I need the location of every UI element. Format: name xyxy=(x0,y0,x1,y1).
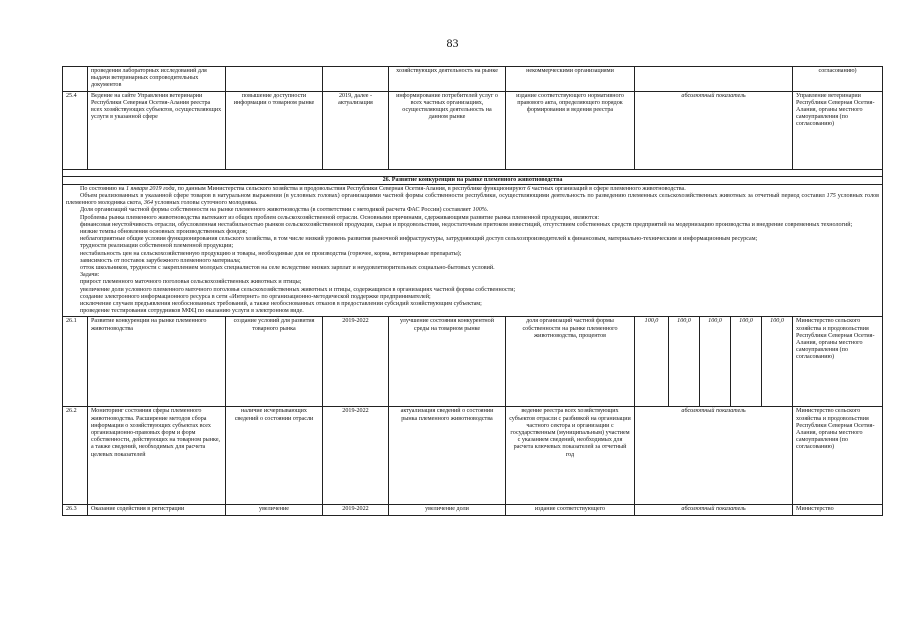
term-cell: 2019, далее - актуализация xyxy=(323,91,389,169)
paragraph: низкие темпы обновления основных производственных фондов; xyxy=(80,229,248,236)
paragraph: зависимость от поставок зарубежного племенного материала; xyxy=(80,257,241,264)
measure-cell: Оказание содействия в регистрации xyxy=(88,505,226,515)
executor-cell: Министерство xyxy=(793,505,883,515)
row-number: 25.4 xyxy=(63,91,88,169)
section-spacer-row xyxy=(63,169,883,176)
result-cell: наличие исчерпывающих сведений о состоянии отрасли xyxy=(226,407,323,505)
value-cell: абсолютный показатель xyxy=(635,407,793,505)
effect-cell: информирование потребителей услуг о всех частных организациях, осуществляющих деятельность на данном рынке xyxy=(389,91,506,169)
paragraph: Доля организаций частной формы собственности на рынке племенного животноводства (в соответствии с методикой расчета ФАС России) составляет 100%. xyxy=(80,207,489,214)
table-row xyxy=(63,91,883,169)
row-number: 26.1 xyxy=(63,317,88,407)
value-2020: 100,0 xyxy=(669,317,700,407)
term-cell: 2019-2022 xyxy=(323,407,389,505)
executor-cell: Министерство сельского хозяйства и продовольствия Республики Северная Осетия-Алания, органы местного самоуправления (по согласованию) xyxy=(793,317,883,407)
table-row xyxy=(63,407,883,505)
indicator-cell: некоммерческими организациями xyxy=(506,67,635,92)
measures-table xyxy=(62,66,883,516)
value-cell xyxy=(635,67,793,92)
table-row xyxy=(63,505,883,515)
paragraph: Задачи: xyxy=(80,272,100,279)
paragraph: нестабильность цен на сельскохозяйственную продукцию и товары, необходимые для ее производства (горючее, корма, ветеринарные препараты); xyxy=(80,250,462,257)
paragraph: По состоянию на 1 января 2019 года, по данным Министерства сельского хозяйства и продовольствия Республики Северная Осетия-Алания, в республике функционируют 6 частных организаций в сфере племенного животноводства. xyxy=(80,185,686,192)
row-number: 26.2 xyxy=(63,407,88,505)
term-cell xyxy=(323,67,389,92)
row-number: 26.3 xyxy=(63,505,88,515)
term-cell: 2019-2022 xyxy=(323,505,389,515)
section-description xyxy=(63,184,883,317)
measure-cell: Мониторинг состояния сферы племенного животноводства. Расширение методов сбора информации о хозяйствующих субъектах всех организационно-правовых форм и форм собственности, действующих на товарном рынке, а также сведений, необходимых для расчета целевых показателей xyxy=(88,407,226,505)
value-2023: 100,0 xyxy=(762,317,793,407)
section-description-row xyxy=(63,184,883,317)
effect-cell: хозяйствующих деятельность на рынке xyxy=(389,67,506,92)
table-row xyxy=(63,317,883,407)
paragraph: трудности реализации собственной племенной продукции; xyxy=(80,243,234,250)
value-2019: 100,0 xyxy=(635,317,669,407)
result-cell: повышение доступности информации о товарном рынке xyxy=(226,91,323,169)
paragraph: проведение тестирования сотрудников МФЦ по оказанию услуги в электронном виде. xyxy=(80,308,304,315)
paragraph: прирост племенного маточного поголовья сельскохозяйственных животных и птицы; xyxy=(80,279,302,286)
effect-cell: улучшение состояния конкурентной среды на товарном рынке xyxy=(389,317,506,407)
indicator-cell: издание соответствующего нормативного правового акта, определяющего порядок формирования и ведения реестра xyxy=(506,91,635,169)
value-cell: абсолютный показатель xyxy=(635,91,793,169)
paragraph: отток школьников, трудности с закреплением молодых специалистов на селе вследствие низких зарплат и неудовлетворительных социально-бытовых условий. xyxy=(80,265,495,272)
table-row xyxy=(63,67,883,92)
result-cell xyxy=(226,67,323,92)
result-cell: увеличение xyxy=(226,505,323,515)
effect-cell: увеличение доли xyxy=(389,505,506,515)
value-cell: абсолютный показатель xyxy=(635,505,793,515)
measure-cell: проведения лабораторных исследований для выдачи ветеринарных сопроводительных документов xyxy=(88,67,226,92)
executor-cell: Министерство сельского хозяйства и продовольствия Республики Северная Осетия-Алания, органы местного самоуправления (по согласованию) xyxy=(793,407,883,505)
paragraph: Объем реализованных в указанной сфере товаров в натуральном выражении (в условных головах) организациями частной формы собственности республики, осуществляющими деятельность по разведению племенных сельскохозяйственных животных за отчетный период составил 175 условных голов племенного молодняка скота, 364 условных головы суточного молодняка. xyxy=(66,193,880,207)
paragraph: Проблемы рынка племенного животноводства вытекают из общих проблем сельскохозяйственной отрасли. Основными причинами, сдерживающими развитие рынка племенной продукции, являются: xyxy=(80,214,600,221)
section-title: 26. Развитие конкуренции на рынке племенного животноводства xyxy=(63,176,883,184)
page-number: 83 xyxy=(446,36,459,50)
paragraph: финансовая неустойчивость отрасли, обусловленная нестабильностью рынков сельскохозяйственной продукции, сырья и продовольствия, недостаточным притоком инвестиций, отсутствием собственных средств предприятий на модернизацию производства и внедрение современных технологий; xyxy=(80,221,853,228)
executor-cell: Управление ветеринарии Республики Северная Осетия-Алания, органы местного самоуправления (по согласованию) xyxy=(793,91,883,169)
paragraph: исключение случаев предъявления необоснованных требований, а также необоснованных отказов в предоставлении субсидий хозяйствующим субъектам; xyxy=(80,301,482,308)
value-2021: 100,0 xyxy=(700,317,731,407)
section-title-row xyxy=(63,176,883,184)
term-cell: 2019-2022 xyxy=(323,317,389,407)
effect-cell: актуализация сведений о состоянии рынка племенного животноводства xyxy=(389,407,506,505)
row-number xyxy=(63,67,88,92)
paragraph: создание электронного информационного ресурса в сети «Интернет» по организационно-методической поддержке предпринимателей; xyxy=(80,293,431,300)
measure-cell: Ведение на сайте Управления ветеринарии Республики Северная Осетия-Алания реестра всех хозяйствующих субъектов, осуществляющих услуги в указанной сфере xyxy=(88,91,226,169)
value-2022: 100,0 xyxy=(731,317,762,407)
executor-cell: согласованию) xyxy=(793,67,883,92)
indicator-cell: доля организаций частной формы собственности на рынке племенного животноводства, процентов xyxy=(506,317,635,407)
result-cell: создание условий для развития товарного рынка xyxy=(226,317,323,407)
paragraph: неблагоприятные общие условия функционирования сельского хозяйства, в том числе низкий уровень развития рыночной инфраструктуры, затрудняющий доступ сельхозпроизводителей к финансовым, материально-техническим и информационным ресурсам; xyxy=(80,236,758,243)
indicator-cell: ведение реестра всех хозяйствующих субъектов отрасли с разбивкой на организации частного сектора и организации с государственным (муниципальным) участием с указанием сведений, необходимых для расчета ключевых показателей за отчетный год xyxy=(506,407,635,505)
measure-cell: Развитие конкуренции на рынке племенного животноводства xyxy=(88,317,226,407)
paragraph: увеличение доли условного племенного маточного поголовья сельскохозяйственных животных и птицы, содержащихся в организациях частной формы собственности; xyxy=(80,286,516,293)
indicator-cell: издание соответствующего xyxy=(506,505,635,515)
